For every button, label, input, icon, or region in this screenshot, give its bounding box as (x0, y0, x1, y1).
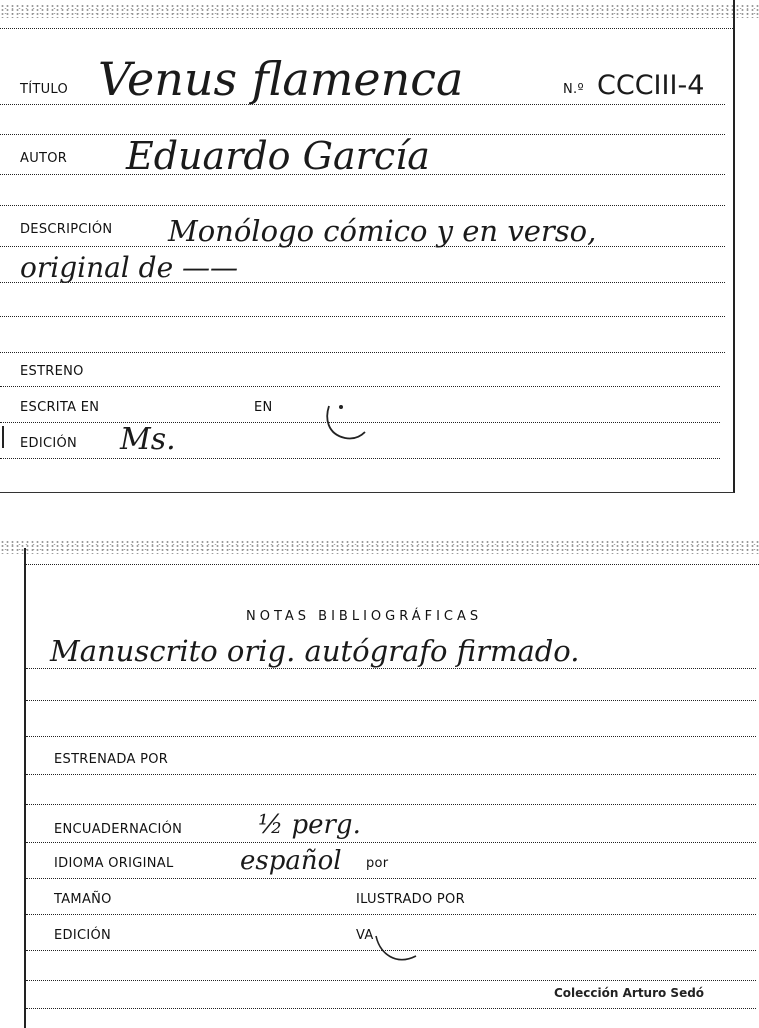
bottom-rule-2 (26, 980, 756, 981)
pencil-mark-back (372, 926, 432, 966)
idioma-rule (26, 878, 756, 879)
catalog-card-back (24, 548, 759, 1028)
desc-rule-2 (0, 282, 725, 283)
encuadernacion-label: ENCUADERNACIÓN (54, 822, 183, 837)
tamano-label: TAMAÑO (54, 892, 112, 907)
collection-footer: Colección Arturo Sedó (554, 986, 705, 1000)
top-border-line (0, 28, 733, 29)
autor-value: Eduardo García (126, 134, 430, 178)
encuadernacion-value: ½ perg. (258, 810, 361, 840)
desc-rule-3 (0, 316, 725, 317)
notas-rule-1 (26, 668, 756, 669)
estrenada-por-rule (26, 774, 756, 775)
va-label: VA (356, 928, 374, 943)
descripcion-value-line2: original de —— (20, 251, 239, 284)
idioma-label: IDIOMA ORIGINAL (54, 856, 174, 871)
left-edge-mark (2, 426, 4, 448)
notas-rule-3 (26, 736, 756, 737)
bottom-rule-3 (26, 1008, 756, 1009)
numero-label: N.º (563, 82, 584, 97)
pencil-mark (315, 398, 375, 448)
idioma-por-label: por (366, 856, 389, 871)
titulo-label: TÍTULO (20, 82, 69, 97)
desc-rule-4 (0, 352, 725, 353)
notas-value: Manuscrito orig. autógrafo firmado. (50, 634, 580, 668)
ilustrado-por-label: ILUSTRADO POR (356, 892, 465, 907)
encuadernacion-rule (26, 842, 756, 843)
edicion-back-rule (26, 950, 756, 951)
autor-rule (0, 174, 725, 175)
edicion-value: Ms. (120, 422, 176, 457)
notas-heading: NOTAS BIBLIOGRÁFICAS (246, 609, 483, 624)
autor-label: AUTOR (20, 151, 68, 166)
desc-rule-1 (0, 246, 725, 247)
estreno-label: ESTRENO (20, 364, 84, 379)
descripcion-value-line1: Monólogo cómico y en verso, (168, 214, 597, 248)
desc-top-rule (0, 205, 725, 206)
edicion-rule (0, 458, 720, 459)
titulo-rule (0, 104, 725, 105)
estrenada-por-label: ESTRENADA POR (54, 752, 169, 767)
titulo-value: Venus flamenca (98, 52, 464, 106)
idioma-value: español (240, 846, 342, 876)
estreno-rule (0, 386, 720, 387)
tamano-rule (26, 914, 756, 915)
estrenada-rule-2 (26, 804, 756, 805)
numero-value: CCCIII-4 (597, 70, 705, 101)
descripcion-label: DESCRIPCIÓN (20, 222, 113, 237)
notas-rule-2 (26, 700, 756, 701)
edicion-label: EDICIÓN (20, 436, 78, 451)
escrita-en-en-label: EN (254, 400, 273, 415)
back-top-border-line (26, 564, 759, 565)
escrita-en-label: ESCRITA EN (20, 400, 100, 415)
edicion-back-label: EDICIÓN (54, 928, 112, 943)
catalog-card-front (0, 0, 735, 493)
